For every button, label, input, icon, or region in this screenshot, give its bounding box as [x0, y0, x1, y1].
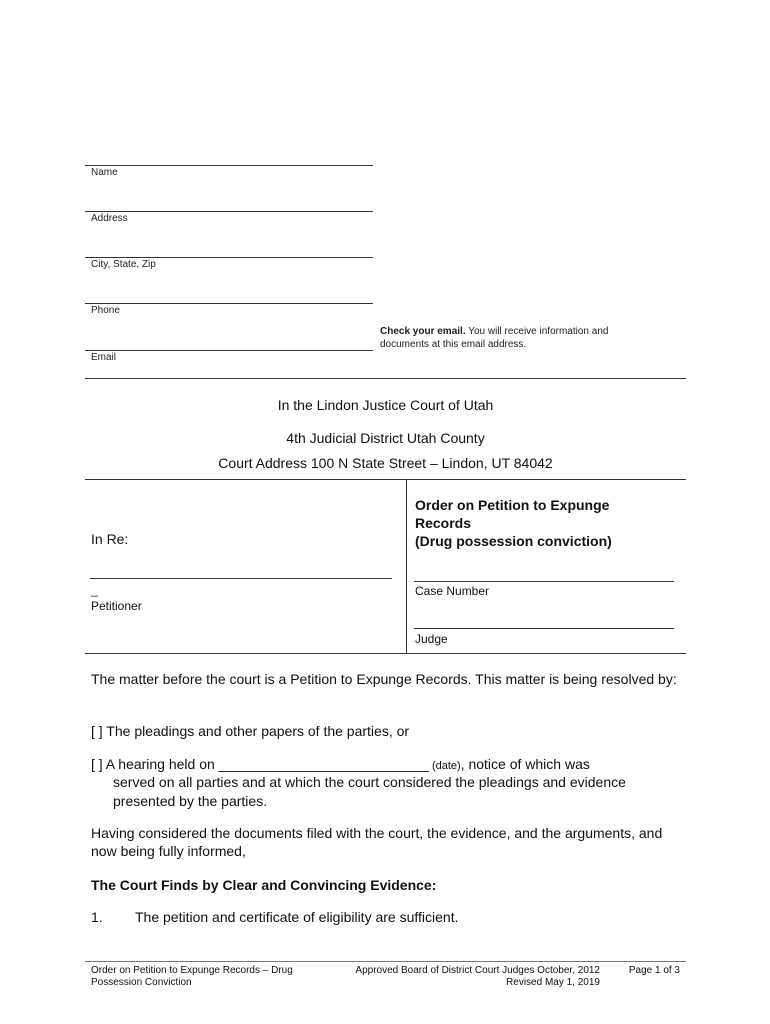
court-line-2: 4th Judicial District Utah County	[286, 430, 485, 446]
option-hearing-date: (date)	[428, 760, 461, 772]
petitioner-line	[90, 578, 392, 579]
title-line-2: Records	[415, 515, 472, 531]
address-line	[85, 211, 373, 212]
intro-paragraph: The matter before the court is a Petition to Expunge Records. This matter is being resolved by:	[91, 671, 677, 687]
petitioner-underscore: _	[91, 583, 98, 597]
email-note-bold: Check your email.	[380, 326, 466, 337]
caption-divider	[406, 479, 407, 653]
footer-page-number: Page 1 of 3	[628, 965, 680, 976]
having-considered-paragraph: Having considered the documents filed with the court, the evidence, and the arguments, and now being fully informed,	[91, 825, 663, 859]
email-note	[380, 325, 660, 351]
judge-label: Judge	[415, 632, 448, 646]
footer-center-line-2: Revised May 1, 2019	[506, 977, 600, 988]
header-divider	[85, 378, 686, 379]
email-note-rest: You will receive information and documents at this email address.	[380, 326, 609, 350]
court-line-3: Court Address 100 N State Street – Lindon, UT 84042	[218, 455, 553, 471]
case-number-line	[414, 581, 674, 582]
footer-left-line-1: Order on Petition to Expunge Records – Drug	[91, 965, 293, 976]
option-hearing	[91, 755, 681, 775]
email-label: Email	[91, 352, 117, 363]
title-line-1: Order on Petition to Expunge	[415, 497, 610, 513]
title-line-3: (Drug possession conviction)	[415, 533, 612, 549]
phone-line	[85, 303, 373, 304]
option-hearing-start: [ ] A hearing held on ___________________________	[91, 756, 429, 772]
petitioner-label: Petitioner	[91, 599, 142, 613]
city-line	[85, 257, 373, 258]
footer-left-line-2: Possession Conviction	[91, 977, 192, 988]
finding-1-number: 1.	[91, 909, 103, 925]
finding-1-text: The petition and certificate of eligibility are sufficient.	[135, 909, 459, 925]
option-hearing-line-2: served on all parties and at which the court considered the pleadings and evidence	[113, 774, 626, 790]
caption-bottom-border	[85, 653, 686, 654]
address-label: Address	[91, 213, 128, 224]
in-re-label: In Re:	[91, 531, 129, 547]
footer-center-line-1: Approved Board of District Court Judges October, 2012	[355, 965, 600, 976]
caption-top-border	[85, 479, 686, 480]
case-number-label: Case Number	[415, 584, 490, 598]
footer-center	[340, 965, 600, 989]
option-hearing-line-3: presented by the parties.	[113, 793, 268, 809]
email-line	[85, 350, 373, 351]
phone-label: Phone	[91, 305, 120, 316]
court-line-1: In the Lindon Justice Court of Utah	[277, 397, 494, 413]
findings-heading: The Court Finds by Clear and Convincing Evidence:	[91, 877, 437, 893]
city-label: City, State, Zip	[91, 259, 156, 270]
judge-line	[414, 628, 674, 629]
name-label: Name	[91, 167, 118, 178]
footer-divider	[85, 961, 686, 962]
footer-left	[91, 965, 341, 989]
document-title	[415, 496, 680, 550]
name-line	[85, 165, 373, 166]
option-hearing-rest: , notice of which was	[460, 756, 590, 772]
option-pleadings: [ ] The pleadings and other papers of the parties, or	[91, 723, 410, 739]
